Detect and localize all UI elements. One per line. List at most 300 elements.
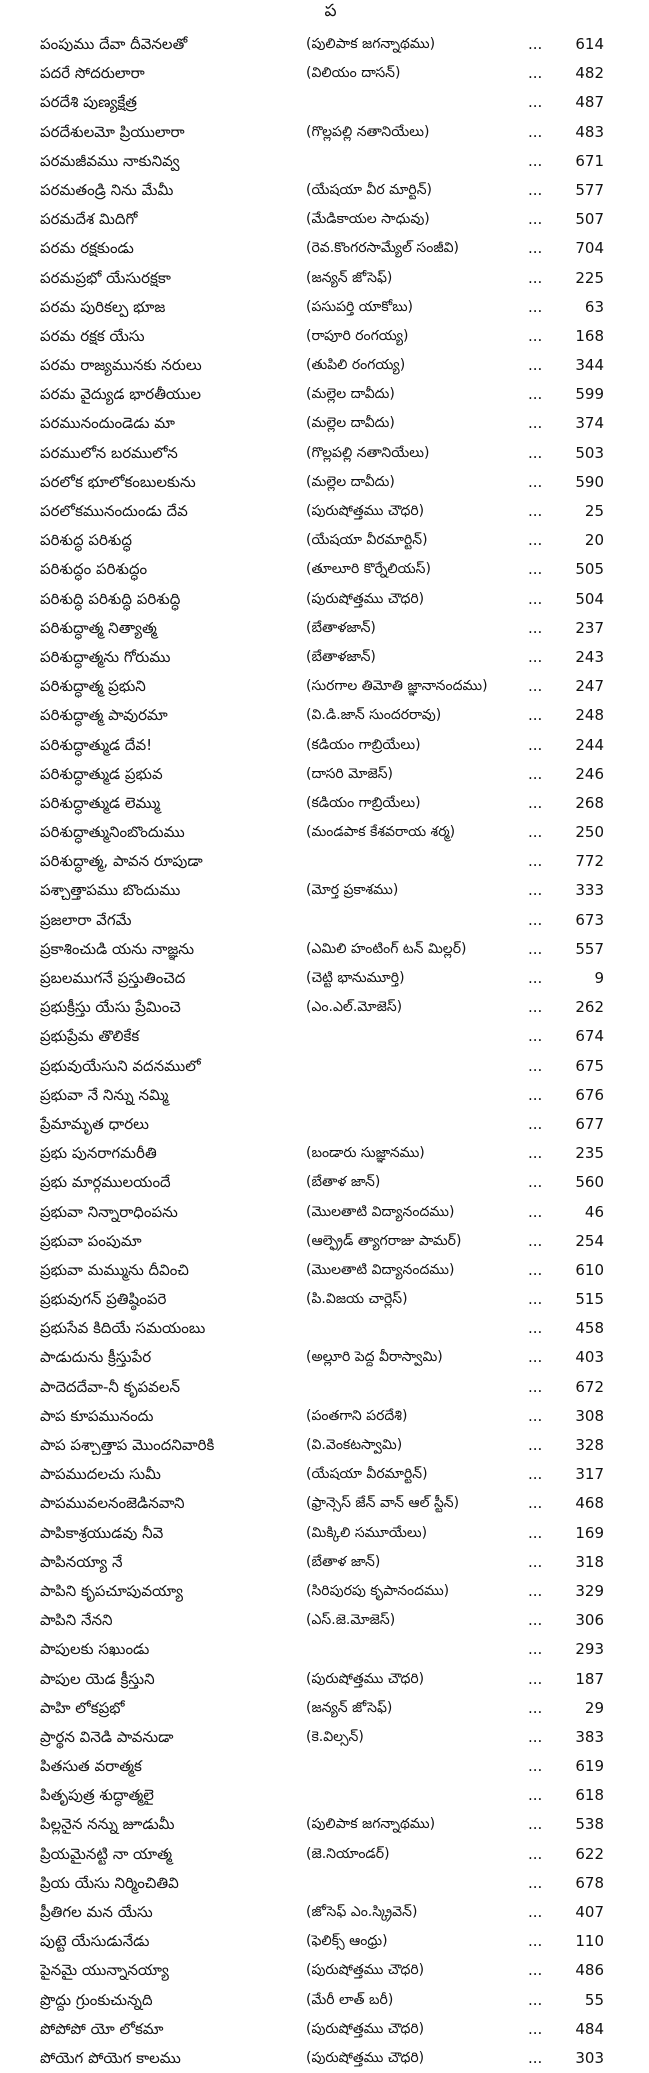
leader-dots: ... bbox=[528, 1231, 543, 1250]
index-row bbox=[0, 2015, 649, 2044]
page-number: 25 bbox=[584, 502, 604, 520]
song-author: (జె.నియాండర్) bbox=[306, 1845, 390, 1862]
page-number: 46 bbox=[584, 1202, 604, 1221]
song-author: (మోర్త ప్రకాశము) bbox=[306, 882, 399, 899]
song-title: పశ్చాత్తాపము బొందుము bbox=[40, 881, 181, 900]
song-title: పరలోకమునందుండు దేవ bbox=[40, 502, 188, 520]
page-number: 505 bbox=[575, 560, 604, 579]
page-number: 329 bbox=[575, 1581, 604, 1600]
index-row bbox=[0, 1665, 649, 1694]
song-title: పరిశుద్ధాత్మ ప్రభుని bbox=[40, 677, 146, 696]
song-title: పంపుము దేవా దీవెనలతో bbox=[40, 35, 188, 53]
song-title: పరమ రాజ్యమునకు నరులు bbox=[40, 356, 202, 375]
page-number: 333 bbox=[575, 881, 604, 900]
song-author: (పురుషోత్తము చౌధరి) bbox=[306, 1670, 425, 1687]
index-row bbox=[0, 1139, 649, 1168]
leader-dots: ... bbox=[528, 356, 543, 375]
song-author: (మల్లెల దావీదు) bbox=[306, 473, 395, 490]
index-row bbox=[0, 614, 649, 643]
song-author: (గొల్లపల్లి నతానియేలు) bbox=[306, 123, 430, 140]
index-row bbox=[0, 1373, 649, 1402]
song-title: ప్రబలముగనే ప్రస్తుతించెద bbox=[40, 969, 186, 987]
song-author: (మేరీ లాత్ బరీ) bbox=[306, 1991, 394, 2008]
leader-dots: ... bbox=[528, 735, 543, 754]
page-number: 244 bbox=[575, 735, 604, 754]
song-author: (తూలూరి కొర్నేలియస్) bbox=[306, 561, 431, 578]
index-row bbox=[0, 468, 649, 497]
page-number: 246 bbox=[575, 764, 604, 783]
song-title: పరలోక భూలోకంబులకును bbox=[40, 472, 196, 491]
song-author: (సురగాల తిమోతి జ్ఞానానందము) bbox=[306, 678, 488, 695]
page-number: 243 bbox=[575, 647, 604, 666]
song-author: (బేతాళజాన్) bbox=[306, 648, 376, 665]
page-number: 577 bbox=[575, 180, 604, 199]
leader-dots: ... bbox=[528, 618, 543, 637]
index-row bbox=[0, 118, 649, 147]
leader-dots: ... bbox=[528, 531, 543, 550]
song-title: ప్రేమామృత ధారలు bbox=[40, 1114, 149, 1133]
index-row bbox=[0, 1343, 649, 1372]
song-title: పరమదేశ మిదిగో bbox=[40, 210, 138, 229]
index-row bbox=[0, 176, 649, 205]
leader-dots: ... bbox=[528, 1757, 543, 1776]
song-title: పరమ పురికల్ప భూజ bbox=[40, 297, 166, 316]
index-row bbox=[0, 234, 649, 263]
index-row bbox=[0, 1548, 649, 1577]
index-row bbox=[0, 59, 649, 88]
page-number: 504 bbox=[575, 589, 604, 608]
song-index-list bbox=[0, 30, 649, 2073]
page-number: 674 bbox=[575, 1027, 604, 1046]
index-row bbox=[0, 1052, 649, 1081]
page-number: 678 bbox=[575, 1873, 604, 1892]
index-row bbox=[0, 555, 649, 584]
song-author: (యేషయా వీరమార్టిన్) bbox=[306, 532, 428, 549]
song-title: ప్రభు మార్గములయందే bbox=[40, 1173, 171, 1192]
song-title: పాపినయ్యా నే bbox=[40, 1552, 123, 1571]
song-title: ప్రార్థన వినెడి పావనుడా bbox=[40, 1727, 174, 1746]
page-number: 515 bbox=[575, 1290, 604, 1309]
song-author: (పి.విజయ చార్లెస్) bbox=[306, 1291, 408, 1308]
leader-dots: ... bbox=[528, 1406, 543, 1425]
page-number: 772 bbox=[575, 852, 604, 871]
leader-dots: ... bbox=[528, 326, 543, 345]
leader-dots: ... bbox=[528, 122, 543, 141]
page-number: 610 bbox=[575, 1260, 604, 1279]
index-row bbox=[0, 2044, 649, 2073]
song-author: (బేతాళ జాన్) bbox=[306, 1553, 381, 1570]
page-number: 675 bbox=[575, 1056, 604, 1075]
leader-dots: ... bbox=[528, 910, 543, 929]
song-title: పుట్టె యేసుడునేడు bbox=[40, 1932, 150, 1951]
index-row bbox=[0, 1694, 649, 1723]
leader-dots: ... bbox=[528, 823, 543, 842]
song-author: (మొలతాటి విద్యానందము) bbox=[306, 1203, 455, 1220]
song-author: (జన్యన్ జోసెఫ్) bbox=[306, 1699, 393, 1716]
song-author: (తుపిలి రంగయ్య) bbox=[306, 357, 406, 374]
song-title: ప్రభువా మమ్మును దీవించి bbox=[40, 1260, 189, 1279]
leader-dots: ... bbox=[528, 1494, 543, 1513]
index-row bbox=[0, 439, 649, 468]
leader-dots: ... bbox=[528, 1873, 543, 1892]
index-row bbox=[0, 585, 649, 614]
song-title: పాహి లోకప్రభో bbox=[40, 1698, 125, 1717]
song-author: (జోసెఫ్ ఎం.స్క్రివెన్) bbox=[306, 1904, 418, 1920]
index-row bbox=[0, 876, 649, 905]
song-author: (చెట్టి భానుమూర్తి) bbox=[306, 970, 405, 986]
page-number: 344 bbox=[575, 356, 604, 375]
index-row bbox=[0, 30, 649, 59]
song-author: (రెవ.కొంగరసామ్యేల్ సంజీవి) bbox=[306, 240, 460, 257]
index-row bbox=[0, 1081, 649, 1110]
leader-dots: ... bbox=[528, 502, 543, 520]
leader-dots: ... bbox=[528, 1027, 543, 1046]
song-title: ప్రజలారా వేగమే bbox=[40, 910, 132, 929]
leader-dots: ... bbox=[528, 677, 543, 696]
page-number: 599 bbox=[575, 385, 604, 404]
leader-dots: ... bbox=[528, 1961, 543, 1980]
leader-dots: ... bbox=[528, 239, 543, 258]
song-title: పరిశుద్ధాత్ముడ దేవ! bbox=[40, 735, 153, 754]
page-number: 303 bbox=[575, 2048, 604, 2067]
leader-dots: ... bbox=[528, 268, 543, 287]
index-row bbox=[0, 380, 649, 409]
song-author: (విలియం దాసన్) bbox=[306, 65, 401, 82]
leader-dots: ... bbox=[528, 1903, 543, 1921]
index-row bbox=[0, 1810, 649, 1839]
song-title: ప్రకాశించుడి యను నాజ్ఞను bbox=[40, 939, 195, 958]
song-title: పాడుదును క్రీస్తుపేర bbox=[40, 1348, 152, 1367]
leader-dots: ... bbox=[528, 560, 543, 579]
song-title: ప్రియమైనట్టి నా యాత్మ bbox=[40, 1844, 172, 1863]
song-title: పరములోన బరములోన bbox=[40, 443, 178, 462]
song-author: (ఎం.ఎల్.మోజెస్) bbox=[306, 999, 403, 1016]
song-title: ప్రభువా నిన్నారాధింపను bbox=[40, 1202, 178, 1221]
leader-dots: ... bbox=[528, 998, 543, 1017]
leader-dots: ... bbox=[528, 764, 543, 783]
leader-dots: ... bbox=[528, 1523, 543, 1542]
index-row bbox=[0, 205, 649, 234]
index-row bbox=[0, 1460, 649, 1489]
index-row bbox=[0, 1022, 649, 1051]
song-title: ప్రభుసేవ కిదియే సమయంబు bbox=[40, 1319, 206, 1338]
page-number: 308 bbox=[575, 1406, 604, 1425]
leader-dots: ... bbox=[528, 297, 543, 316]
song-author: (వి.వెంకటస్వామి) bbox=[306, 1437, 403, 1453]
index-row bbox=[0, 1314, 649, 1343]
song-title: పరమప్రభో యేసురక్షకా bbox=[40, 268, 171, 287]
index-row bbox=[0, 351, 649, 380]
song-author: (అల్లూరి పెద్ద వీరాస్వామి) bbox=[306, 1349, 443, 1366]
index-row bbox=[0, 88, 649, 117]
page-number: 618 bbox=[575, 1786, 604, 1805]
song-title: ప్రభువుయేసుని వదనములో bbox=[40, 1056, 201, 1075]
page-number: 235 bbox=[575, 1144, 604, 1163]
song-title: పరిశుద్ధాత్మ నిత్యాత్మ bbox=[40, 618, 157, 637]
leader-dots: ... bbox=[528, 852, 543, 871]
index-row bbox=[0, 1519, 649, 1548]
index-row bbox=[0, 1227, 649, 1256]
index-row bbox=[0, 1840, 649, 1869]
leader-dots: ... bbox=[528, 1377, 543, 1396]
song-title: పరదేశులమో ప్రియులారా bbox=[40, 122, 185, 141]
leader-dots: ... bbox=[528, 1348, 543, 1367]
song-author: (కడియం గాబ్రియేలు) bbox=[306, 736, 421, 753]
song-title: ప్రీతిగల మన యేసు bbox=[40, 1903, 153, 1921]
song-title: ప్రొద్దు గ్రుంకుచున్నది bbox=[40, 1990, 153, 2009]
song-title: పరమ రక్షకుండు bbox=[40, 239, 134, 258]
page-number: 557 bbox=[575, 939, 604, 958]
index-row bbox=[0, 1168, 649, 1197]
song-author: (బండారు సుజ్ఞానము) bbox=[306, 1145, 425, 1162]
song-author: (ఫెలిక్స్ ఆంధ్రు) bbox=[306, 1933, 388, 1950]
song-title: పాపిని నేనని bbox=[40, 1611, 113, 1630]
page-number: 622 bbox=[575, 1844, 604, 1863]
index-row bbox=[0, 1723, 649, 1752]
song-title: పైనమై యున్నానయ్యా bbox=[40, 1961, 169, 1980]
page-number: 254 bbox=[575, 1231, 604, 1250]
song-author: (పంతగాని పరదేశి) bbox=[306, 1407, 408, 1424]
song-author: (బేతాళజాన్) bbox=[306, 619, 376, 636]
index-row bbox=[0, 964, 649, 993]
song-title: పరమజీవము నాకునివ్వ bbox=[40, 151, 180, 170]
song-title: పరిశుద్ధాత్మ పావురమా bbox=[40, 706, 168, 725]
page-number: 671 bbox=[575, 151, 604, 170]
page-number: 383 bbox=[575, 1727, 604, 1746]
page-number: 110 bbox=[575, 1932, 604, 1951]
page-number: 328 bbox=[575, 1436, 604, 1454]
page-number: 677 bbox=[575, 1114, 604, 1133]
page-number: 403 bbox=[575, 1348, 604, 1367]
page-number: 248 bbox=[575, 706, 604, 725]
index-row bbox=[0, 1256, 649, 1285]
index-row bbox=[0, 147, 649, 176]
leader-dots: ... bbox=[528, 1698, 543, 1717]
song-author: (పురుషోత్తము చౌధరి) bbox=[306, 590, 425, 607]
page-number: 169 bbox=[575, 1523, 604, 1542]
song-title: ప్రియ యేసు నిర్మించితివి bbox=[40, 1873, 179, 1892]
leader-dots: ... bbox=[528, 1815, 543, 1834]
index-row bbox=[0, 789, 649, 818]
song-title: పరిశుద్ధాత్మను గోరుము bbox=[40, 647, 171, 666]
page-number: 482 bbox=[575, 64, 604, 83]
page-number: 247 bbox=[575, 677, 604, 696]
leader-dots: ... bbox=[528, 1202, 543, 1221]
song-title: పరదేశి పుణ్యక్షేత్ర bbox=[40, 93, 137, 112]
leader-dots: ... bbox=[528, 589, 543, 608]
leader-dots: ... bbox=[528, 1260, 543, 1279]
song-title: ప్రభువా పంపుమా bbox=[40, 1231, 142, 1250]
song-author: (పురుషోత్తము చౌధరి) bbox=[306, 2049, 425, 2066]
index-row bbox=[0, 1402, 649, 1431]
song-author: (పులిపాక జగన్నాథము) bbox=[306, 1816, 436, 1833]
song-author: (ఎస్.జె.మోజెస్) bbox=[306, 1612, 396, 1629]
page-number: 487 bbox=[575, 93, 604, 112]
song-title: ప్రభువా నే నిన్ను నమ్మి bbox=[40, 1085, 169, 1104]
leader-dots: ... bbox=[528, 414, 543, 433]
page-number: 676 bbox=[575, 1085, 604, 1104]
page-number: 672 bbox=[575, 1377, 604, 1396]
index-row bbox=[0, 1869, 649, 1898]
song-author: (మిక్కిలి సమూయేలు) bbox=[306, 1524, 428, 1541]
song-title: పితృపుత్ర శుద్ధాత్మలై bbox=[40, 1786, 154, 1805]
song-title: పరిశుద్ధి పరిశుద్ధి పరిశుద్ధి bbox=[40, 589, 181, 608]
leader-dots: ... bbox=[528, 2048, 543, 2067]
section-letter-heading: ప bbox=[324, 1, 337, 21]
page-number: 9 bbox=[594, 969, 604, 987]
index-row bbox=[0, 293, 649, 322]
leader-dots: ... bbox=[528, 180, 543, 199]
leader-dots: ... bbox=[528, 64, 543, 83]
song-author: (యేషయా వీర మార్టిన్) bbox=[306, 181, 432, 198]
song-title: ప్రభువుగన్ ప్రతిష్ఠింపరె bbox=[40, 1290, 167, 1309]
song-author: (ఎమిలి హంటింగ్ టన్ మిల్లర్) bbox=[306, 940, 467, 957]
song-author: (ఆల్ఫ్రెడ్ త్యాగరాజు పామర్) bbox=[306, 1232, 462, 1249]
song-title: పరమ రక్షక యేసు bbox=[40, 326, 145, 345]
song-author: (దాసరి మోజెస్) bbox=[306, 765, 393, 782]
leader-dots: ... bbox=[528, 443, 543, 462]
leader-dots: ... bbox=[528, 35, 543, 53]
leader-dots: ... bbox=[528, 1552, 543, 1571]
leader-dots: ... bbox=[528, 1056, 543, 1075]
page-number: 250 bbox=[575, 823, 604, 842]
song-title: పరిశుద్ధాత్ముడ లెమ్ము bbox=[40, 793, 161, 812]
leader-dots: ... bbox=[528, 969, 543, 987]
song-title: ప్రభుక్రీస్తు యేసు ప్రేమించె bbox=[40, 998, 181, 1017]
song-author: (పురుషోత్తము చౌధరి) bbox=[306, 503, 425, 519]
song-title: పాపికాశ్రయుడవు నీవె bbox=[40, 1523, 164, 1542]
song-author: (పురుషోత్తము చౌధరి) bbox=[306, 1962, 425, 1979]
song-title: పాప కూపమునందు bbox=[40, 1406, 154, 1425]
song-author: (జన్యన్ జోసెఫ్) bbox=[306, 269, 393, 286]
page-number: 503 bbox=[575, 443, 604, 462]
page-number: 318 bbox=[575, 1552, 604, 1571]
page-number: 225 bbox=[575, 268, 604, 287]
index-row bbox=[0, 409, 649, 438]
song-author: (గొల్లపల్లి నతానియేలు) bbox=[306, 444, 430, 461]
leader-dots: ... bbox=[528, 1990, 543, 2009]
page-number: 507 bbox=[575, 210, 604, 229]
leader-dots: ... bbox=[528, 1844, 543, 1863]
index-row bbox=[0, 526, 649, 555]
page-number: 704 bbox=[575, 239, 604, 258]
page-number: 168 bbox=[575, 326, 604, 345]
song-author: (కడియం గాబ్రియేలు) bbox=[306, 794, 421, 811]
page-number: 237 bbox=[575, 618, 604, 637]
leader-dots: ... bbox=[528, 210, 543, 229]
leader-dots: ... bbox=[528, 385, 543, 404]
song-title: పాపులకు సఖుండు bbox=[40, 1640, 150, 1659]
song-author: (మొలతాటి విద్యానందము) bbox=[306, 1261, 455, 1278]
song-title: పాప పశ్చాత్తాప మొందనివారికి bbox=[40, 1436, 215, 1454]
song-title: పరిశుద్ధ పరిశుద్ధ bbox=[40, 531, 132, 550]
song-title: పరిశుద్ధాత్మునింబొందుము bbox=[40, 823, 185, 842]
song-title: పరమునందుండెడు మా bbox=[40, 414, 175, 433]
leader-dots: ... bbox=[528, 1786, 543, 1805]
leader-dots: ... bbox=[528, 1640, 543, 1659]
page-number: 614 bbox=[575, 35, 604, 53]
index-row bbox=[0, 1431, 649, 1460]
page-number: 407 bbox=[575, 1903, 604, 1921]
song-author: (బేతాళ జాన్) bbox=[306, 1174, 381, 1191]
song-author: (మల్లెల దావీదు) bbox=[306, 386, 395, 403]
page-number: 187 bbox=[575, 1669, 604, 1688]
leader-dots: ... bbox=[528, 2019, 543, 2038]
song-title: పిల్లనైన నన్ను జూడుమీ bbox=[40, 1815, 175, 1834]
index-row bbox=[0, 818, 649, 847]
song-title: పాపముదలచు సుమీ bbox=[40, 1465, 161, 1484]
page-number: 673 bbox=[575, 910, 604, 929]
song-title: పరిశుద్ధాత్ముడ ప్రభువ bbox=[40, 764, 163, 783]
index-row bbox=[0, 1635, 649, 1664]
index-row bbox=[0, 1285, 649, 1314]
index-row bbox=[0, 672, 649, 701]
page-number: 29 bbox=[584, 1698, 604, 1717]
leader-dots: ... bbox=[528, 1173, 543, 1192]
page-number: 317 bbox=[575, 1465, 604, 1484]
leader-dots: ... bbox=[528, 1436, 543, 1454]
leader-dots: ... bbox=[528, 1114, 543, 1133]
page-number: 268 bbox=[575, 793, 604, 812]
song-title: పోయెగ పోయెగ కాలము bbox=[40, 2048, 181, 2067]
index-row bbox=[0, 497, 649, 526]
song-title: పరిశుద్ధం పరిశుద్ధం bbox=[40, 560, 148, 579]
leader-dots: ... bbox=[528, 93, 543, 112]
index-row bbox=[0, 906, 649, 935]
song-title: పాపిని కృపచూపువయ్యా bbox=[40, 1581, 184, 1600]
song-title: పాపుల యెడ క్రీస్తుని bbox=[40, 1669, 155, 1688]
page-number: 590 bbox=[575, 472, 604, 491]
page-number: 306 bbox=[575, 1611, 604, 1630]
song-title: పరమ వైద్యుడ భారతీయుల bbox=[40, 385, 202, 404]
leader-dots: ... bbox=[528, 647, 543, 666]
index-row bbox=[0, 1986, 649, 2015]
index-row bbox=[0, 322, 649, 351]
song-author: (వి.డి.జాన్ సుందరరావు) bbox=[306, 707, 442, 724]
leader-dots: ... bbox=[528, 1319, 543, 1338]
index-row bbox=[0, 1577, 649, 1606]
page-number: 483 bbox=[575, 122, 604, 141]
song-title: పరిశుద్ధాత్మ, పావన రూపుడా bbox=[40, 852, 203, 871]
index-row bbox=[0, 1752, 649, 1781]
page-number: 63 bbox=[584, 297, 604, 316]
leader-dots: ... bbox=[528, 706, 543, 725]
page-number: 484 bbox=[575, 2019, 604, 2038]
song-author: (రాపూరి రంగయ్య) bbox=[306, 327, 409, 344]
song-title: పాదెదదేవా-నీ కృపవలన్ bbox=[40, 1377, 180, 1396]
leader-dots: ... bbox=[528, 472, 543, 491]
page-number: 486 bbox=[575, 1961, 604, 1980]
leader-dots: ... bbox=[528, 1611, 543, 1630]
leader-dots: ... bbox=[528, 1085, 543, 1104]
song-title: ప్రభుప్రేమ తొలికేక bbox=[40, 1027, 140, 1046]
leader-dots: ... bbox=[528, 1144, 543, 1163]
leader-dots: ... bbox=[528, 939, 543, 958]
page-number: 560 bbox=[575, 1173, 604, 1192]
index-row bbox=[0, 935, 649, 964]
song-author: (పురుషోత్తము చౌధరి) bbox=[306, 2020, 425, 2037]
leader-dots: ... bbox=[528, 1727, 543, 1746]
song-author: (పులిపాక జగన్నాథము) bbox=[306, 36, 436, 52]
song-author: (పసుపర్తి యాకోబు) bbox=[306, 298, 414, 315]
leader-dots: ... bbox=[528, 1669, 543, 1688]
song-title: పరమతండ్రి నిను మేమీ bbox=[40, 180, 174, 199]
page-number: 293 bbox=[575, 1640, 604, 1659]
leader-dots: ... bbox=[528, 1932, 543, 1951]
page-number: 458 bbox=[575, 1319, 604, 1338]
index-row bbox=[0, 847, 649, 876]
index-row bbox=[0, 993, 649, 1022]
